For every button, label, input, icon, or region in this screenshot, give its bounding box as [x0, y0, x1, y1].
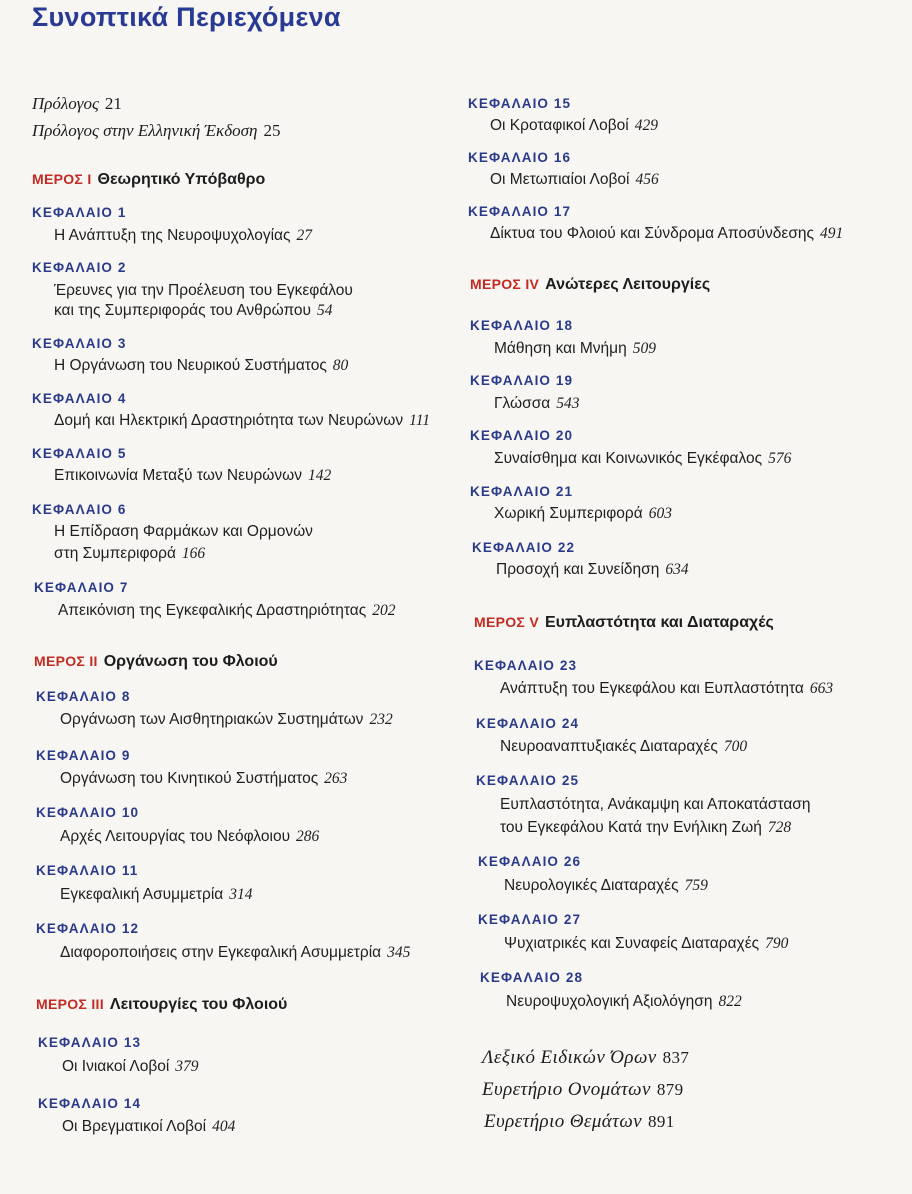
- chapter-title-text: Νευρολογικές Διαταραχές: [504, 877, 679, 894]
- chapter-heading: ΚΕΦΑΛΑΙΟ 5: [32, 446, 127, 461]
- page-number: 54: [317, 302, 333, 319]
- part-name: Θεωρητικό Υπόβαθρο: [97, 171, 266, 188]
- page-number: 603: [648, 505, 672, 522]
- page-title: Συνοπτικά Περιεχόμενα: [32, 2, 341, 32]
- chapter-title[interactable]: [58, 602, 395, 620]
- chapter-title[interactable]: [490, 117, 658, 135]
- chapter-title[interactable]: [504, 935, 788, 953]
- chapter-title-text: Προσοχή και Συνείδηση: [496, 561, 660, 578]
- page-number: 314: [229, 886, 253, 903]
- chapter-title-text: Ψυχιατρικές και Συναφείς Διαταραχές: [504, 935, 760, 952]
- page-number: 27: [296, 227, 312, 244]
- page-number: 728: [767, 819, 792, 836]
- chapter-title-text: στη Συμπεριφορά: [54, 545, 176, 562]
- chapter-title-text: Νευροψυχολογική Αξιολόγηση: [506, 993, 713, 1010]
- chapter-title-text: Δίκτυα του Φλοιού και Σύνδρομα Αποσύνδεσης: [490, 225, 814, 242]
- chapter-heading: ΚΕΦΑΛΑΙΟ 19: [470, 373, 574, 388]
- toc-part-heading[interactable]: [34, 653, 278, 671]
- chapter-title-text: Χωρική Συμπεριφορά: [494, 505, 643, 522]
- page-number: 663: [809, 680, 834, 697]
- front-title: Πρόλογος: [32, 94, 99, 113]
- part-name: Οργάνωση του Φλοιού: [103, 653, 278, 670]
- chapter-title-text: Έρευνες για την Προέλευση του Εγκεφάλου: [54, 282, 353, 299]
- chapter-heading: ΚΕΦΑΛΑΙΟ 10: [36, 805, 140, 820]
- page-number: 111: [409, 412, 431, 429]
- toc-part-heading[interactable]: [32, 171, 265, 189]
- chapter-heading: ΚΕΦΑΛΑΙΟ 27: [478, 912, 582, 927]
- chapter-title-text: Ανάπτυξη του Εγκεφάλου και Ευπλαστότητα: [500, 680, 804, 697]
- chapter-title[interactable]: [494, 340, 656, 358]
- page-number: 759: [684, 877, 708, 894]
- page-number: 429: [634, 117, 659, 134]
- chapter-title-text: Οι Βρεγματικοί Λοβοί: [62, 1118, 207, 1135]
- toc-front-item[interactable]: [32, 121, 280, 141]
- chapter-title-text: Μάθηση και Μνήμη: [494, 340, 627, 357]
- chapter-heading: ΚΕΦΑΛΑΙΟ 28: [480, 970, 584, 985]
- chapter-heading: ΚΕΦΑΛΑΙΟ 17: [468, 204, 572, 219]
- chapter-title-text: Αρχές Λειτουργίας του Νεόφλοιου: [60, 828, 291, 845]
- page-number: 837: [662, 1048, 690, 1067]
- toc-part-heading[interactable]: [474, 614, 774, 632]
- chapter-heading: ΚΕΦΑΛΑΙΟ 8: [36, 689, 131, 704]
- chapter-heading: ΚΕΦΑΛΑΙΟ 12: [36, 921, 140, 936]
- page-number: 142: [308, 467, 332, 484]
- chapter-title[interactable]: [60, 828, 319, 846]
- chapter-title[interactable]: [54, 357, 348, 375]
- chapter-title[interactable]: [54, 282, 353, 300]
- chapter-heading: ΚΕΦΑΛΑΙΟ 3: [32, 336, 127, 351]
- part-name: Ανώτερες Λειτουργίες: [545, 276, 711, 293]
- chapter-title-text: Οργάνωση των Αισθητηριακών Συστημάτων: [60, 711, 364, 728]
- chapter-title[interactable]: [54, 227, 312, 245]
- chapter-title[interactable]: [60, 944, 410, 962]
- page-number: 80: [332, 357, 349, 374]
- chapter-title[interactable]: [54, 523, 313, 541]
- chapter-title-text: Επικοινωνία Μεταξύ των Νευρώνων: [54, 467, 302, 484]
- part-name: Ευπλαστότητα και Διαταραχές: [544, 614, 774, 631]
- toc-back-item[interactable]: [482, 1079, 684, 1101]
- chapter-title-text: Γλώσσα: [494, 395, 551, 412]
- chapter-heading: ΚΕΦΑΛΑΙΟ 11: [36, 863, 139, 878]
- page-number: 286: [296, 828, 320, 845]
- chapter-title-text: Οι Μετωπιαίοι Λοβοί: [490, 171, 630, 188]
- page-number: 379: [175, 1058, 199, 1075]
- chapter-title[interactable]: [54, 302, 333, 320]
- chapter-title[interactable]: [490, 171, 659, 189]
- part-label: ΜΕΡΟΣ V: [474, 614, 539, 630]
- page-number: 509: [632, 340, 656, 357]
- chapter-title-text: Εγκεφαλική Ασυμμετρία: [60, 886, 224, 903]
- chapter-title[interactable]: [60, 711, 393, 729]
- chapter-title-text: Διαφοροποιήσεις στην Εγκεφαλική Ασυμμετρία: [60, 944, 382, 961]
- chapter-heading: ΚΕΦΑΛΑΙΟ 4: [32, 391, 127, 406]
- chapter-title[interactable]: [494, 395, 580, 413]
- part-label: ΜΕΡΟΣ IV: [470, 276, 540, 292]
- chapter-heading: ΚΕΦΑΛΑΙΟ 26: [478, 854, 582, 869]
- page-number: 891: [647, 1112, 675, 1131]
- page-number: 166: [181, 545, 206, 562]
- chapter-heading: ΚΕΦΑΛΑΙΟ 20: [470, 428, 574, 443]
- chapter-title-text: Η Οργάνωση του Νευρικού Συστήματος: [54, 357, 327, 374]
- toc-front-item[interactable]: [32, 94, 122, 114]
- chapter-title-text: Οι Κροταφικοί Λοβοί: [490, 117, 629, 134]
- back-title: Ευρετήριο Ονομάτων: [482, 1079, 651, 1100]
- chapter-title[interactable]: [54, 545, 205, 563]
- chapter-heading: ΚΕΦΑΛΑΙΟ 22: [472, 540, 576, 555]
- chapter-title[interactable]: [504, 877, 708, 895]
- chapter-title[interactable]: [490, 225, 843, 243]
- chapter-title[interactable]: [54, 412, 430, 430]
- toc-back-item[interactable]: [484, 1111, 675, 1133]
- page-number: 822: [718, 993, 742, 1010]
- chapter-heading: ΚΕΦΑΛΑΙΟ 7: [34, 580, 129, 595]
- chapter-title[interactable]: [54, 467, 331, 485]
- page-number: 700: [723, 738, 748, 755]
- chapter-heading: ΚΕΦΑΛΑΙΟ 14: [38, 1096, 142, 1111]
- page-number: 21: [104, 94, 122, 113]
- chapter-heading: ΚΕΦΑΛΑΙΟ 24: [476, 716, 580, 731]
- chapter-title[interactable]: [60, 770, 347, 788]
- chapter-heading: ΚΕΦΑΛΑΙΟ 25: [476, 773, 580, 788]
- chapter-title[interactable]: [500, 680, 833, 698]
- chapter-heading: ΚΕΦΑΛΑΙΟ 21: [470, 484, 574, 499]
- chapter-title-text: και της Συμπεριφοράς του Ανθρώπου: [54, 302, 312, 319]
- page-number: 404: [212, 1118, 236, 1135]
- toc-part-heading[interactable]: [36, 996, 287, 1014]
- page-number: 879: [656, 1080, 684, 1099]
- front-title: Πρόλογος στην Ελληνική Έκδοση: [32, 121, 258, 140]
- chapter-title-text: Η Επίδραση Φαρμάκων και Ορμονών: [54, 523, 313, 540]
- page-number: 456: [635, 171, 659, 188]
- page-number: 25: [263, 121, 281, 140]
- toc-part-heading[interactable]: [470, 276, 710, 294]
- chapter-heading: ΚΕΦΑΛΑΙΟ 23: [474, 658, 578, 673]
- page-number: 576: [768, 450, 792, 467]
- part-label: ΜΕΡΟΣ I: [32, 171, 92, 187]
- back-title: Ευρετήριο Θεμάτων: [484, 1111, 642, 1132]
- chapter-title-text: Απεικόνιση της Εγκεφαλικής Δραστηριότητας: [58, 602, 367, 619]
- chapter-heading: ΚΕΦΑΛΑΙΟ 6: [32, 502, 127, 517]
- page-number: 491: [819, 225, 844, 242]
- chapter-title-text: Η Ανάπτυξη της Νευροψυχολογίας: [54, 227, 291, 244]
- chapter-title-text: Ευπλαστότητα, Ανάκαμψη και Αποκατάσταση: [500, 796, 811, 813]
- chapter-heading: ΚΕΦΑΛΑΙΟ 16: [468, 150, 572, 165]
- chapter-title-text: Οι Ινιακοί Λοβοί: [62, 1058, 170, 1075]
- page-number: 790: [765, 935, 789, 952]
- chapter-title[interactable]: [496, 561, 689, 579]
- page-number: 634: [665, 561, 689, 578]
- chapter-heading: ΚΕΦΑΛΑΙΟ 15: [468, 96, 572, 111]
- back-title: Λεξικό Ειδικών Όρων: [482, 1047, 657, 1068]
- chapter-heading: ΚΕΦΑΛΑΙΟ 1: [32, 205, 127, 220]
- chapter-title-text: Οργάνωση του Κινητικού Συστήματος: [60, 770, 319, 787]
- chapter-heading: ΚΕΦΑΛΑΙΟ 2: [32, 260, 127, 275]
- page-number: 543: [556, 395, 580, 412]
- chapter-title-text: Δομή και Ηλεκτρική Δραστηριότητα των Νευρώνων: [54, 412, 404, 429]
- chapter-title[interactable]: [494, 450, 791, 468]
- chapter-title[interactable]: [500, 819, 791, 837]
- part-label: ΜΕΡΟΣ II: [34, 653, 98, 669]
- page-number: 232: [369, 711, 393, 728]
- chapter-title[interactable]: [500, 738, 747, 756]
- chapter-heading: ΚΕΦΑΛΑΙΟ 9: [36, 748, 131, 763]
- toc-back-item[interactable]: [482, 1047, 689, 1069]
- chapter-title[interactable]: [62, 1058, 199, 1076]
- chapter-heading: ΚΕΦΑΛΑΙΟ 13: [38, 1035, 142, 1050]
- chapter-title[interactable]: [500, 796, 811, 814]
- page-number: 345: [387, 944, 411, 961]
- chapter-title[interactable]: [494, 505, 672, 523]
- chapter-title-text: του Εγκεφάλου Κατά την Ενήλικη Ζωή: [500, 819, 762, 836]
- part-name: Λειτουργίες του Φλοιού: [109, 996, 288, 1013]
- chapter-title-text: Συναίσθημα και Κοινωνικός Εγκέφαλος: [494, 450, 763, 467]
- page-number: 202: [372, 602, 396, 619]
- chapter-title[interactable]: [60, 886, 253, 904]
- chapter-title[interactable]: [506, 993, 742, 1011]
- chapter-title-text: Νευροαναπτυξιακές Διαταραχές: [500, 738, 718, 755]
- page-number: 263: [324, 770, 348, 787]
- chapter-heading: ΚΕΦΑΛΑΙΟ 18: [470, 318, 574, 333]
- chapter-title[interactable]: [62, 1118, 235, 1136]
- part-label: ΜΕΡΟΣ III: [36, 996, 104, 1012]
